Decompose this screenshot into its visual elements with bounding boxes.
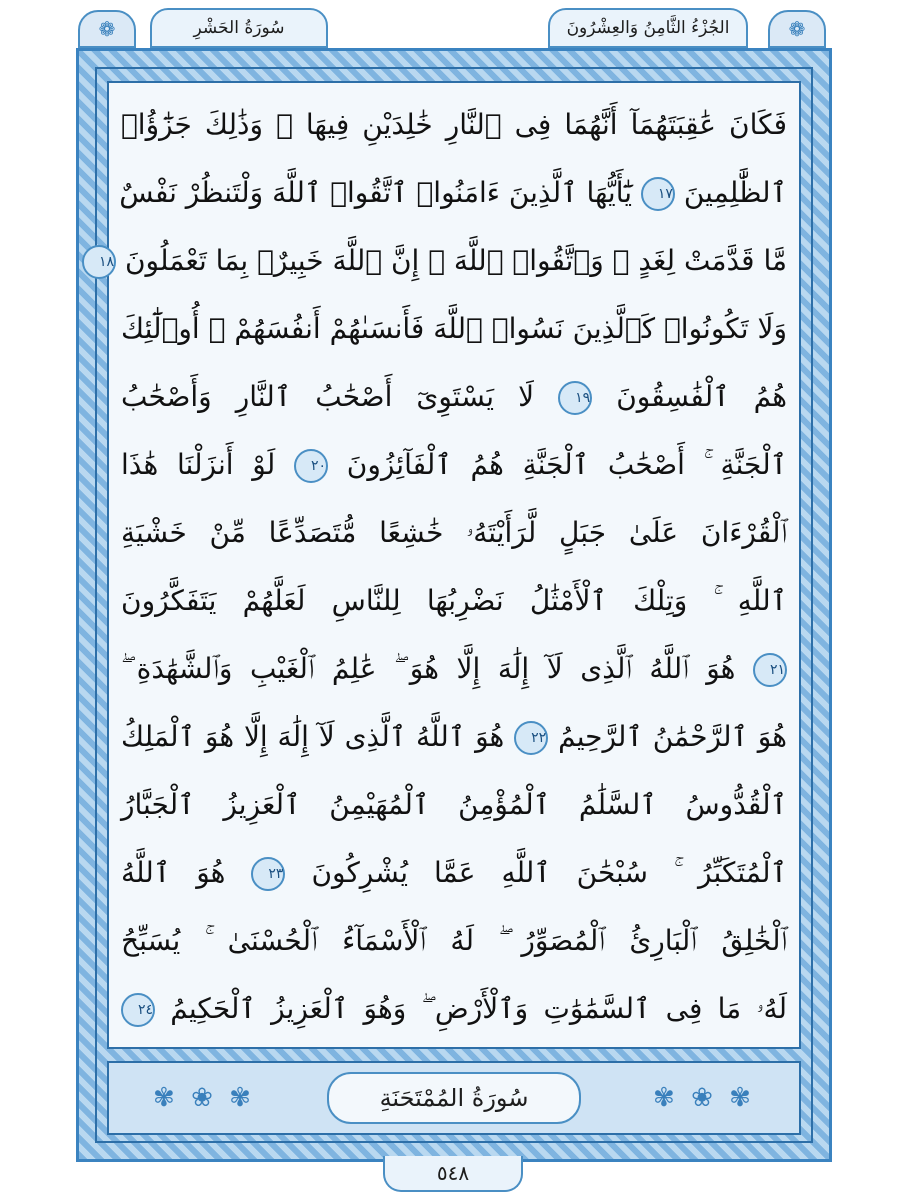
verse-line-6: ٱلْجَنَّةِ ۚ أَصْحَٰبُ ٱلْجَنَّةِ هُمُ ٱلْفَآئِزُونَ ٢٠ لَوْ أَنزَلْنَا هَٰذَا xyxy=(121,448,788,481)
verse-line-12: ٱلْمُتَكَبِّرُ ۚ سُبْحَٰنَ ٱللَّهِ عَمَّا يُشْرِكُونَ ٢٣ هُوَ ٱللَّهُ xyxy=(121,856,787,889)
surah-label-tab xyxy=(150,8,328,48)
header-ornament-left: ❁ xyxy=(78,10,136,48)
verse-line-14: لَهُۥ مَا فِى ٱلسَّمَٰوَٰتِ وَٱلْأَرْضِ ۖ وَهُوَ ٱلْعَزِيزُ ٱلْحَكِيمُ ٢٤ xyxy=(121,979,787,1039)
header-ornament-right: ❁ xyxy=(768,10,826,48)
verse-line-2: ٱلظَّٰلِمِينَ ١٧ يَٰٓأَيُّهَا ٱلَّذِينَ ءَامَنُوا۟ ٱتَّقُوا۟ ٱللَّهَ وَلْتَنظُرْ نَفْسٌ xyxy=(119,176,787,209)
ayah-marker-20: ٢٠ xyxy=(294,449,328,483)
verse-line-9: ٢١ هُوَ ٱللَّهُ ٱلَّذِى لَآ إِلَٰهَ إِلَّا هُوَ ۖ عَٰلِمُ ٱلْغَيْبِ وَٱلشَّهَٰدَةِ ۖ xyxy=(121,652,786,685)
verse-line-1: فَكَانَ عَٰقِبَتَهُمَآ أَنَّهُمَا فِى ٱلنَّارِ خَٰلِدَيْنِ فِيهَا ۚ وَذَٰلِكَ جَزَٰٓؤُا۟ xyxy=(121,108,787,141)
ayah-marker-19: ١٩ xyxy=(558,381,592,415)
verse-line-3: مَّا قَدَّمَتْ لِغَدٍ ۖ وَٱتَّقُوا۟ ٱللَّهَ ۚ إِنَّ ٱللَّهَ خَبِيرٌۢ بِمَا تَعْمَلُونَ ١٨ xyxy=(121,231,787,291)
verse-line-8: ٱللَّهِ ۚ وَتِلْكَ ٱلْأَمْثَٰلُ نَضْرِبُهَا لِلنَّاسِ لَعَلَّهُمْ يَتَفَكَّرُونَ xyxy=(121,584,787,617)
surah-label: سُورَةُ الحَشْرِ xyxy=(193,18,285,38)
verse-line-11: ٱلْقُدُّوسُ ٱلسَّلَٰمُ ٱلْمُؤْمِنُ ٱلْمُهَيْمِنُ ٱلْعَزِيزُ ٱلْجَبَّارُ xyxy=(121,788,787,821)
page-frame xyxy=(76,48,832,1162)
verse-line-5: هُمُ ٱلْفَٰسِقُونَ ١٩ لَا يَسْتَوِىٓ أَصْحَٰبُ ٱلنَّارِ وَأَصْحَٰبُ xyxy=(121,380,787,413)
text-panel xyxy=(99,81,801,1049)
verse-line-4: وَلَا تَكُونُوا۟ كَٱلَّذِينَ نَسُوا۟ ٱللَّهَ فَأَنسَىٰهُمْ أَنفُسَهُمْ ۚ أُو۟لَٰٓئِكَ xyxy=(121,312,787,345)
banner-ornament-right: ✾ ❀ ✾ xyxy=(653,1083,755,1113)
juz-label-tab xyxy=(548,8,748,48)
next-surah-title: سُورَةُ المُمْتَحَنَةِ xyxy=(327,1072,581,1124)
verse-line-13: ٱلْخَٰلِقُ ٱلْبَارِئُ ٱلْمُصَوِّرُ ۖ لَهُ ٱلْأَسْمَآءُ ٱلْحُسْنَىٰ ۚ يُسَبِّحُ xyxy=(121,924,787,957)
ayah-marker-23: ٢٣ xyxy=(251,857,285,891)
ayah-marker-24: ٢٤ xyxy=(121,993,155,1027)
juz-label: الجُزْءُ الثَّامِنُ وَالعِشْرُونَ xyxy=(566,18,730,38)
ayah-marker-17: ١٧ xyxy=(641,177,675,211)
ayah-marker-21: ٢١ xyxy=(753,653,787,687)
surah-banner xyxy=(107,1061,801,1135)
verse-line-7: ٱلْقُرْءَانَ عَلَىٰ جَبَلٍ لَّرَأَيْتَهُۥ خَٰشِعًا مُّتَصَدِّعًا مِّنْ خَشْيَةِ xyxy=(121,516,787,549)
verse-line-10: هُوَ ٱلرَّحْمَٰنُ ٱلرَّحِيمُ ٢٢ هُوَ ٱللَّهُ ٱلَّذِى لَآ إِلَٰهَ إِلَّا هُوَ ٱلْمَلِكُ xyxy=(121,720,787,753)
ayah-marker-18: ١٨ xyxy=(82,245,116,279)
page-number: ٥٤٨ xyxy=(383,1156,523,1192)
ayah-marker-22: ٢٢ xyxy=(514,721,548,755)
banner-ornament-left: ✾ ❀ ✾ xyxy=(153,1083,255,1113)
